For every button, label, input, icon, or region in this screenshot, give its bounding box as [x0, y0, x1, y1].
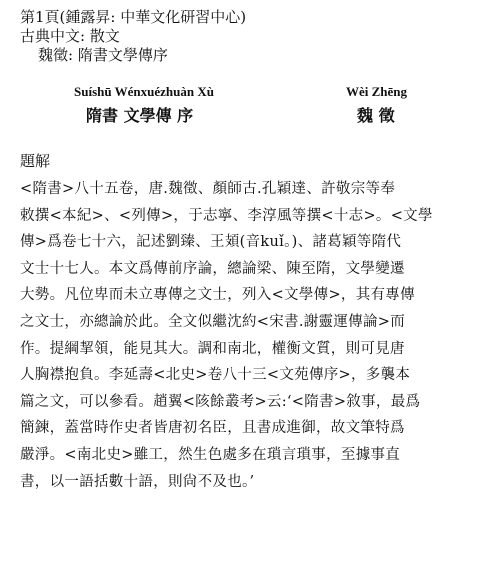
body-line: 簡鍊，蓋當時作史者皆唐初名臣，且書成進御，故文筆特爲 [20, 420, 405, 437]
title-chinese: 隋書 文學傳 序 [86, 106, 194, 125]
body-line: 篇之文，可以參看。趙翼<陔餘叢考>云:‘<隋書>敘事，最爲 [20, 393, 421, 410]
body-line: 作。提綱挈領，能見其大。調和南北，權衡文質，則可見唐 [20, 340, 405, 357]
author-pinyin: Wèi Zhēng [346, 84, 408, 99]
page-header-line: 第1頁(鍾露昇: 中華文化研習中心) [20, 8, 247, 26]
category-line: 古典中文: 散文 [20, 27, 120, 45]
body-text [20, 176, 482, 495]
body-line: 之文士，亦總論於此。全文似繼沈約<宋書.謝靈運傳論>而 [20, 313, 406, 330]
body-line: 嚴淨。<南北史>雖工，然生色處多在瑣言瑣事，至據事直 [20, 446, 401, 463]
author-chinese: 魏 徵 [357, 106, 395, 125]
body-line: 敕撰<本紀>、<列傳>，于志寧、李淳風等撰<十志>。<文學 [20, 207, 433, 224]
title-pinyin: Suíshū Wénxuézhuàn Xù [74, 84, 214, 99]
body-line: 人胸襟抱負。李延壽<北史>卷八十三<文苑傳序>，多襲本 [20, 367, 411, 384]
body-line: <隋書>八十五卷，唐.魏徵、顏師古.孔穎達、許敬宗等奉 [20, 181, 396, 197]
body-line: 書，以一語括數十語，則尙不及也。’ [20, 473, 255, 490]
body-line: 文士十七人。本文爲傳前序論，總論梁、陳至隋，文學變遷 [20, 260, 405, 277]
author-title-line: 魏徵: 隋書文學傳序 [38, 46, 168, 64]
section-heading: 題解 [20, 152, 51, 170]
body-line: 大勢。凡位卑而未立專傳之文士，列入<文學傳>，其有專傳 [20, 287, 415, 304]
body-line: 傳>爲卷七十六，記述劉臻、王頍(音kuǐ。)、諸葛穎等隋代 [20, 234, 402, 251]
